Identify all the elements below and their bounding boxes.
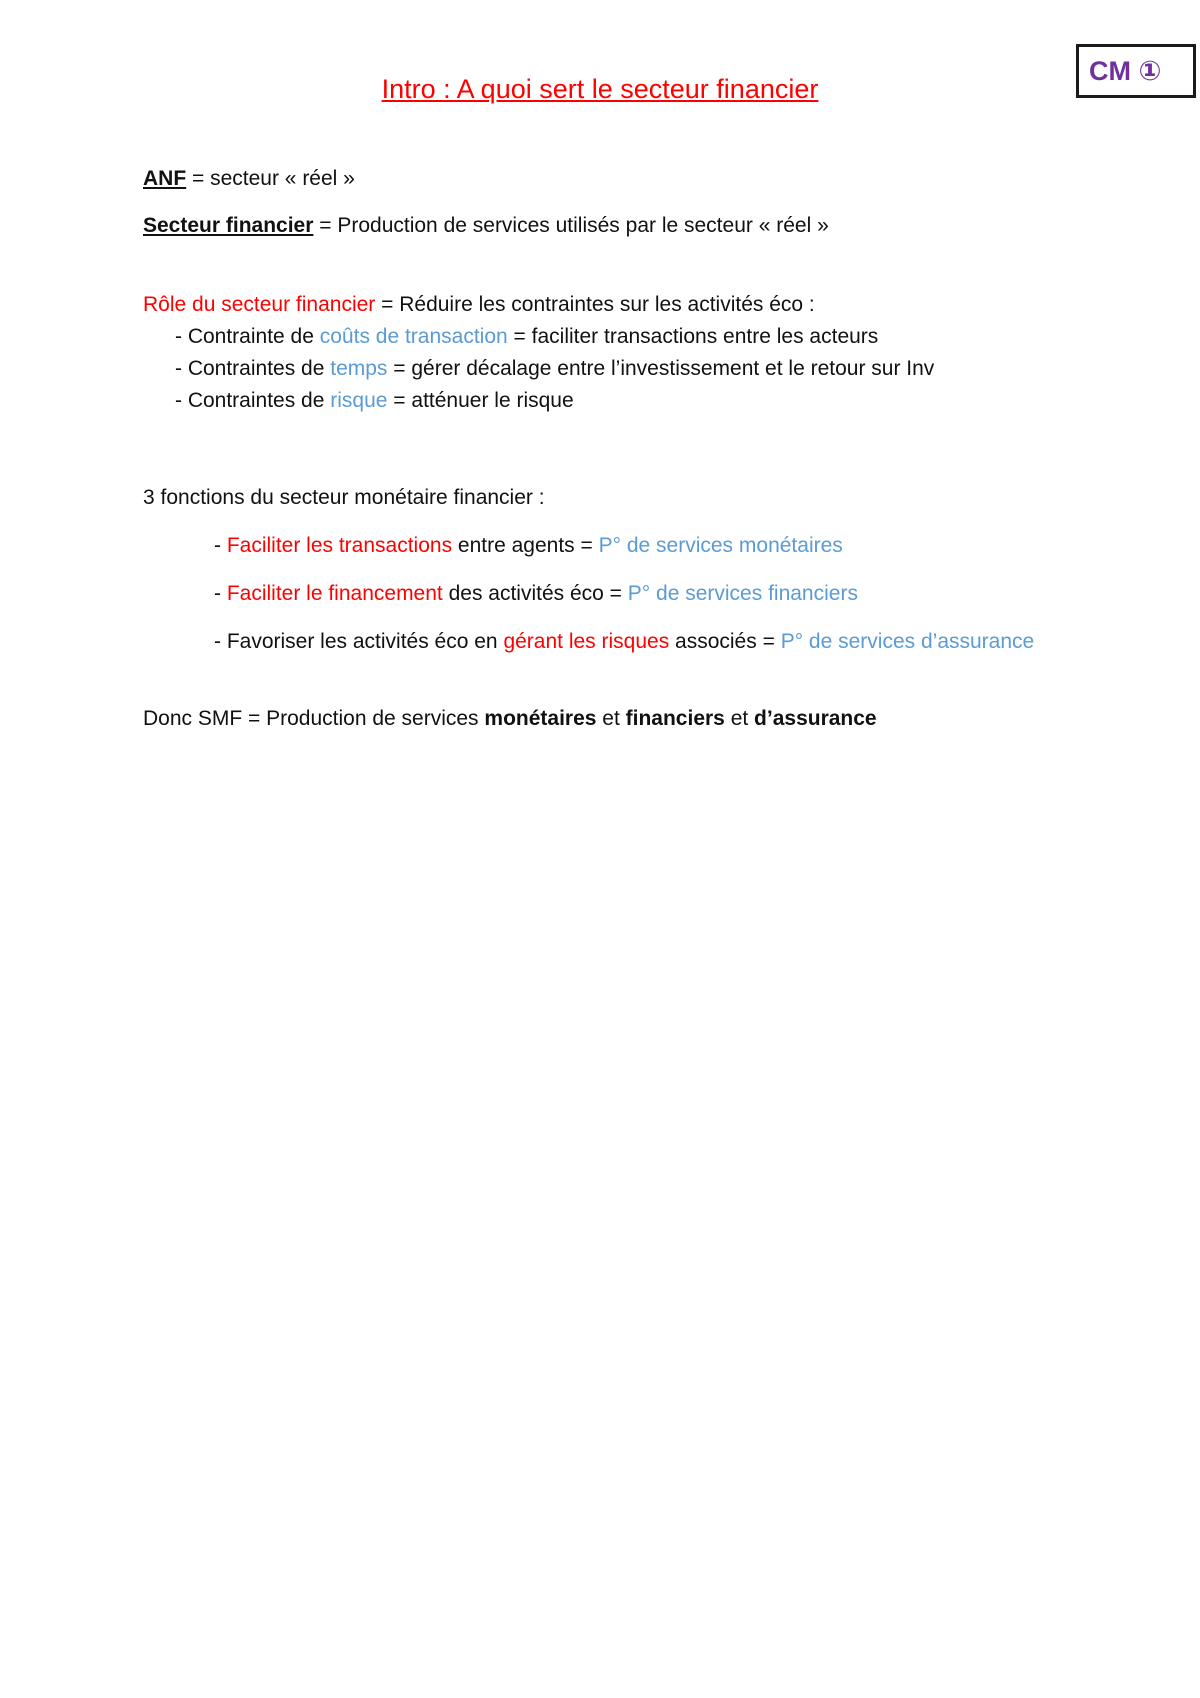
function-keyword: gérant les risques (503, 630, 670, 653)
constraint-keyword: coûts de transaction (319, 325, 508, 348)
function-text: - Favoriser les activités éco en (214, 630, 504, 653)
secteur-text: = Production de services utilisés par le secteur « réel » (313, 214, 829, 237)
function-result: P° de services financiers (627, 582, 858, 605)
constraint-text: = faciliter transactions entre les acteurs (507, 325, 879, 348)
anf-text: = secteur « réel » (186, 167, 355, 190)
constraint-prefix: - Contraintes de (175, 389, 331, 412)
conclusion-text: Donc SMF = Production de services (143, 707, 485, 730)
anf-definition (143, 166, 355, 192)
constraint-prefix: - Contraintes de (175, 357, 331, 380)
anf-term: ANF (143, 167, 187, 190)
secteur-term: Secteur financier (143, 214, 314, 237)
constraint-text: = atténuer le risque (387, 389, 574, 412)
role-heading (143, 292, 815, 318)
role-term: Rôle du secteur financier (143, 293, 376, 316)
conclusion-text: et (596, 707, 626, 730)
conclusion-bold: d’assurance (754, 707, 877, 730)
secteur-definition (143, 213, 829, 239)
bullet-dash: - (214, 582, 227, 605)
constraint-keyword: temps (330, 357, 388, 380)
function-text: associés = (669, 630, 781, 653)
constraint-item (175, 324, 878, 350)
constraint-keyword: risque (330, 389, 388, 412)
function-text: entre agents = (452, 534, 599, 557)
conclusion-bold: monétaires (484, 707, 597, 730)
role-text: = Réduire les contraintes sur les activités éco : (375, 293, 815, 316)
function-item (214, 629, 1034, 655)
conclusion-bold: financiers (625, 707, 725, 730)
constraint-item (175, 388, 574, 414)
course-badge: CM ① (1076, 44, 1196, 98)
function-item (214, 581, 858, 607)
conclusion-text: et (724, 707, 755, 730)
function-result: P° de services monétaires (598, 534, 843, 557)
bullet-dash: - (214, 534, 227, 557)
function-result: P° de services d’assurance (780, 630, 1035, 653)
constraint-prefix: - Contrainte de (175, 325, 320, 348)
functions-heading: 3 fonctions du secteur monétaire financier : (143, 486, 545, 509)
function-keyword: Faciliter le financement (226, 582, 443, 605)
page-title: Intro : A quoi sert le secteur financier (381, 74, 819, 104)
constraint-item (175, 356, 934, 382)
function-text: des activités éco = (442, 582, 628, 605)
function-item (214, 533, 843, 559)
constraint-text: = gérer décalage entre l’investissement et le retour sur Inv (387, 357, 935, 380)
conclusion (143, 706, 877, 732)
function-keyword: Faciliter les transactions (226, 534, 453, 557)
